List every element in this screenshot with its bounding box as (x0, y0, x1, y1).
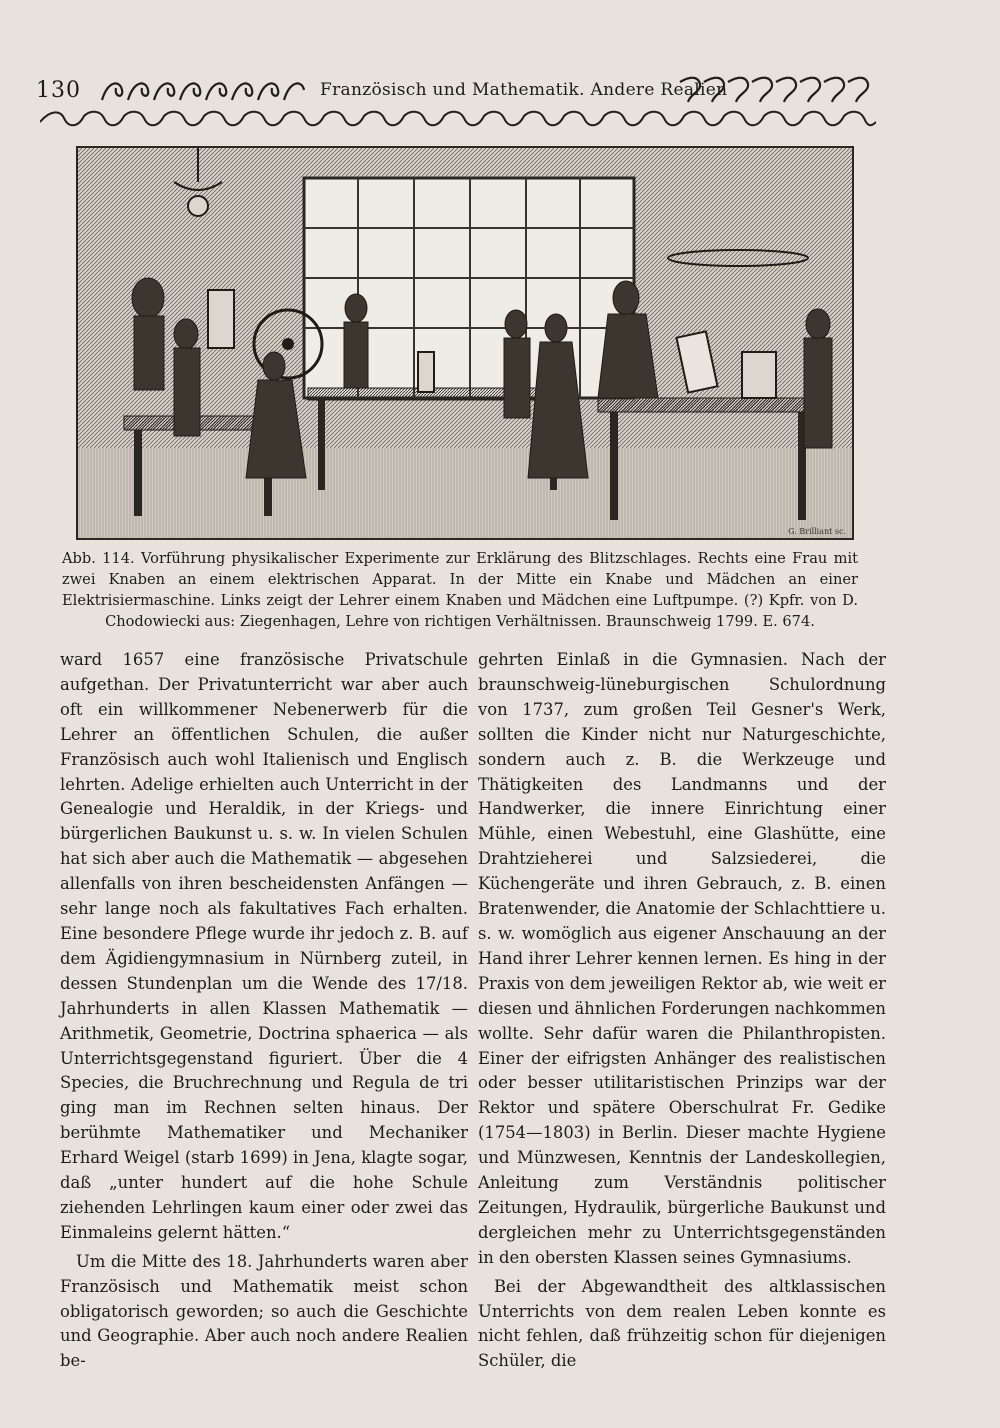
laboratory-scene-image (78, 148, 852, 538)
running-header (36, 72, 876, 134)
engraving-illustration (76, 146, 854, 540)
paragraph: Um die Mitte des 18. Jahrhunderts waren aber Französisch und Mathematik meist schon obligatorisch geworden; so auch die Geschichte und Geographie. Aber auch noch andere Realien be- (60, 1251, 468, 1371)
header-ornament-right (676, 74, 876, 106)
text-column-left (60, 648, 468, 1374)
header-ornament-left (98, 76, 308, 106)
paragraph: gehrten Einlaß in die Gymnasien. Nach der braunschweig-lüneburgischen Schulordnung von 1737, zum großen Teil Gesner's Werk, sollten die Kinder nicht nur Naturgeschichte, sondern auch z. B. die Werkzeuge und Thätigkeiten des Landmanns und der Handwerker, die innere Einrichtung einer Mühle, einen Webestuhl, eine Glashütte, eine Drahtzieherei und Salzsiederei, die Küchengeräte und ihren Gebrauch, z. B. einen Bratenwender, die Anatomie der Schlachttiere u. s. w. womöglich aus eigener Anschauung an der Hand ihrer Lehrer kennen lernen. Es hing in der Praxis von dem jeweiligen Rektor ab, wie weit er diesen und ähnlichen Forderungen nachkommen wollte. Sehr dafür waren die Philanthropisten. Einer der eifrigsten Anhänger des realistischen oder besser utilitaristischen Prinzips war der Rektor und spätere Oberschulrat Fr. Gedike (1754—1803) in Berlin. Dieser machte Hygiene und Münzwesen, Kenntnis der Landeskollegien, Anleitung zum Verständnis politischer Zeitungen, Hydraulik, bürgerliche Baukunst und dergleichen mehr zu Unterrichtsgegenständen in den obersten Klassen seines Gymnasiums. (478, 650, 886, 1267)
header-ornament-band (40, 108, 876, 132)
paragraph: ward 1657 eine französische Privatschule aufgethan. Der Privatunterricht war aber auch oft ein willkommener Nebenerwerb für die Lehrer an öffentlichen Schulen, die außer Französisch auch wohl Italienisch und Englisch lehrten. Adelige erhielten auch Unterricht in der Genealogie und Heraldik, in der Kriegs- und bürgerlichen Baukunst u. s. w. In vielen Schulen hat sich aber auch die Mathematik — abgesehen allenfalls von ihren bescheidensten Anfängen — sehr lange noch als fakultatives Fach erhalten. Eine besondere Pflege wurde ihr jedoch z. B. auf dem Ägidiengymnasium in Nürnberg zuteil, in dessen Stundenplan um die Wende des 17/18. Jahrhunderts in allen Klassen Mathematik — Arithmetik, Geometrie, Doctrina sphaerica — als Unterrichtsgegenstand figuriert. Über die 4 Species, die Bruchrechnung und Regula de tri ging man im Rechnen selten hinaus. Der berühmte Mathematiker und Mechaniker Erhard Weigel (starb 1699) in Jena, klagte sogar, daß „unter hundert auf die hohe Schule ziehenden Lehrlingen kaum einer oder zwei das Einmaleins gelernt hätten.“ (60, 650, 468, 1242)
figure-caption: Abb. 114. Vorführung physikalischer Experimente zur Erklärung des Blitzschlages. Rechts eine Frau mit zwei Knaben an einem elektrischen Apparat. In der Mitte ein Knabe und Mädchen an einer Elektrisiermaschine. Links zeigt der Lehrer einem Knaben und Mädchen eine Luftpumpe. (?) Kpfr. von D. Chodowiecki aus: Ziegenhagen, Lehre von richtigen Verhältnissen. Braunschweig 1799. E. 674. (62, 550, 858, 630)
engraver-signature: G. Brilliant sc. (788, 527, 846, 536)
running-title: Französisch und Mathematik. Andere Realien (320, 80, 728, 100)
paragraph: Bei der Abgewandtheit des altklassischen Unterrichts von dem realen Leben konnte es nicht fehlen, daß frühzeitig schon für diejenigen Schüler, die (478, 1276, 886, 1371)
text-column-right (478, 648, 886, 1374)
page-number: 130 (36, 78, 81, 103)
